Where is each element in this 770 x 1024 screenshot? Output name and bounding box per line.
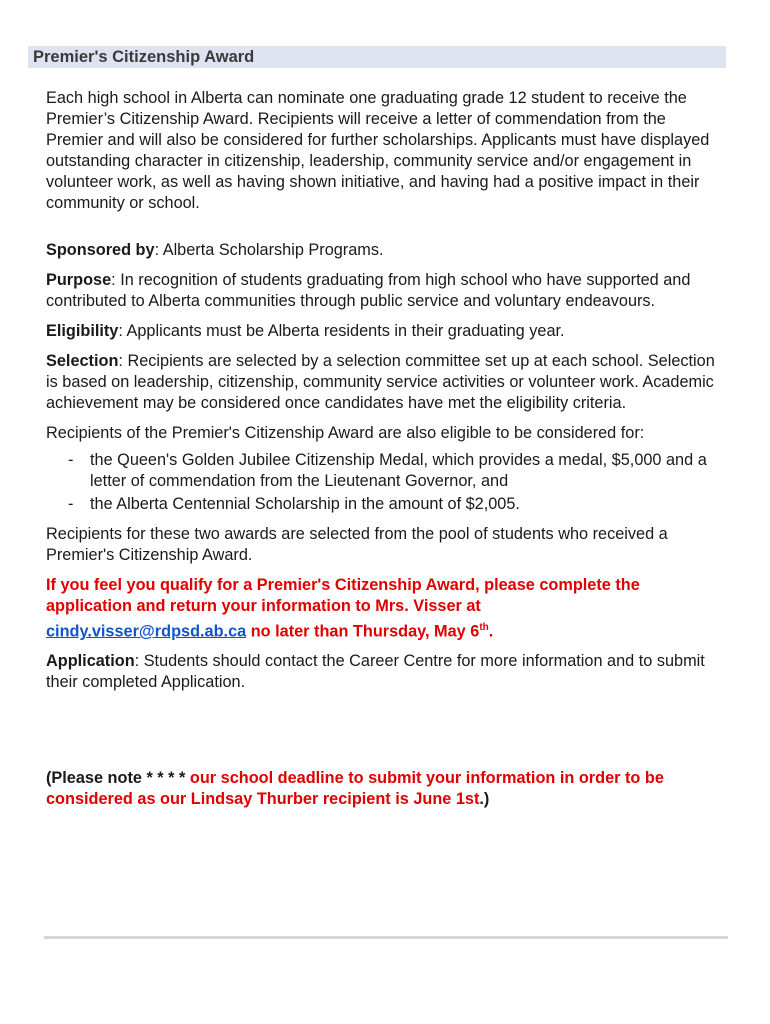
list-dash: -	[68, 451, 74, 469]
application-text: : Students should contact the Career Centre for more information and to submit their completed Application.	[46, 652, 705, 692]
callout-text: If you feel you qualify for a Premier's Citizenship Award, please complete the application and return your information to Mrs. Visser at	[46, 576, 640, 615]
purpose-text: : In recognition of students graduating from high school who have supported and contributed to Alberta communities through public service and voluntary endeavours.	[46, 271, 691, 310]
list-item	[46, 450, 726, 492]
callout-end: .	[488, 622, 494, 641]
note-deadline-text: our school deadline to submit your information in order to be considered as our Lindsay Thurber recipient is June 1st	[46, 769, 664, 809]
intro-paragraph: Each high school in Alberta can nominate one graduating grade 12 student to receive the Premier’s Citizenship Award. Recipients will receive a letter of commendation from the Premier and will also be considered for further scholarships. Applicants must have displayed outstanding character in citizenship, leadership, community service and/or engagement in volunteer work, as well as having shown initiative, and having had a positive impact in their community or school.	[46, 89, 710, 212]
list-item-text: the Alberta Centennial Scholarship in the amount of $2,005.	[90, 495, 520, 513]
selection-paragraph	[46, 351, 726, 414]
note-open: (Please note * * * *	[46, 769, 190, 788]
pool-paragraph: Recipients for these two awards are selected from the pool of students who received a Premier's Citizenship Award.	[46, 525, 668, 564]
list-dash: -	[68, 495, 74, 513]
eligibility-text: : Applicants must be Alberta residents in their graduating year.	[118, 322, 565, 340]
purpose-paragraph	[46, 270, 726, 312]
spacer	[46, 702, 726, 768]
callout-deadline-sup: th	[479, 622, 489, 633]
selection-text: : Recipients are selected by a selection committee set up at each school. Selection is based on leadership, citizenship, community service activities or volunteer work. Academic achievement may be considered once candidates have met the eligibility criteria.	[46, 352, 715, 412]
purpose-label: Purpose	[46, 271, 112, 289]
page-title: Premier's Citizenship Award	[33, 48, 255, 66]
email-link[interactable]: cindy.visser@rdpsd.ab.ca	[46, 622, 247, 641]
note-close: .)	[479, 790, 490, 809]
deadline-note	[46, 768, 726, 810]
sponsored-text: : Alberta Scholarship Programs.	[154, 241, 384, 259]
sponsored-paragraph	[46, 240, 726, 261]
footer-divider	[44, 936, 728, 939]
eligibility-label: Eligibility	[46, 322, 119, 340]
application-paragraph	[46, 651, 726, 693]
list-item	[46, 494, 726, 515]
eligible-list	[46, 450, 726, 515]
selection-label: Selection	[46, 352, 119, 370]
application-label: Application	[46, 652, 135, 671]
callout-deadline: no later than Thursday, May 6	[246, 622, 480, 641]
callout-paragraph	[46, 575, 726, 642]
sponsored-label: Sponsored by	[46, 241, 155, 259]
list-item-text: the Queen's Golden Jubilee Citizenship Medal, which provides a medal, $5,000 and a letter of commendation from the Lieutenant Governor, and	[90, 451, 707, 490]
eligibility-paragraph	[46, 321, 726, 342]
eligible-intro: Recipients of the Premier's Citizenship Award are also eligible to be considered for:	[46, 424, 645, 442]
document-body	[46, 88, 726, 810]
